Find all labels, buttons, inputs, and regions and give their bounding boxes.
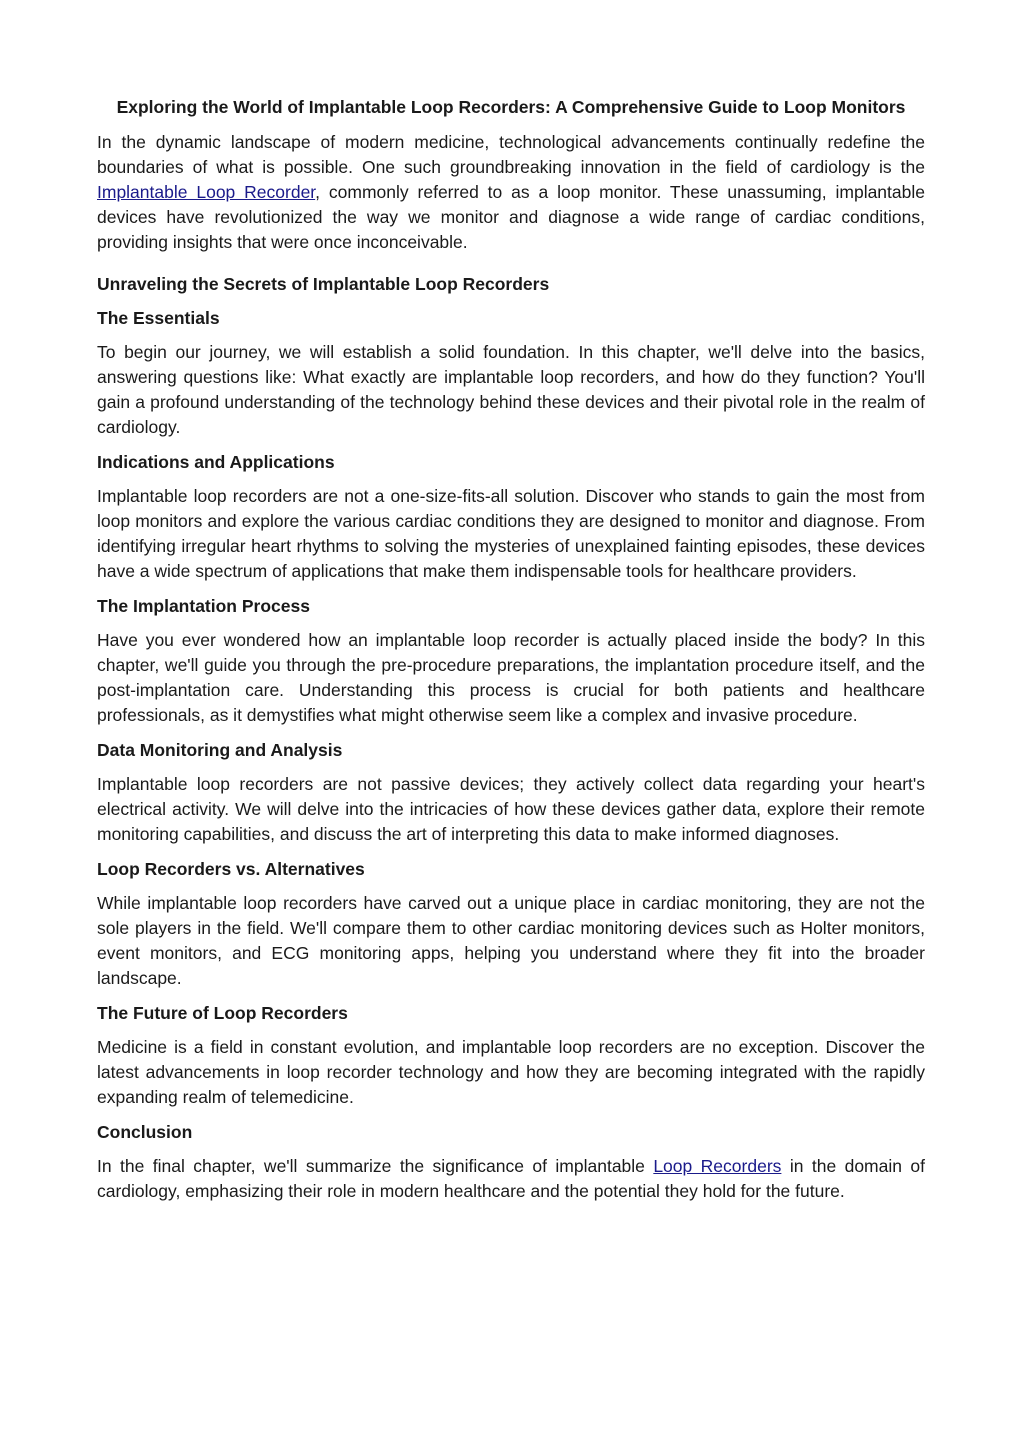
- main-heading: Unraveling the Secrets of Implantable Loop Recorders: [97, 274, 550, 294]
- intro-text-after-link: , commonly referred to as a loop monitor. These unassuming, implantable devices have revolutionized the way we monitor and diagnose a wide range of cardiac conditions, providing insights that were once inconceivable.: [97, 182, 925, 252]
- section-body-implantation: Have you ever wondered how an implantable loop recorder is actually placed inside the body? In this chapter, we'll guide you through the pre-procedure preparations, the implantation procedure itself, and the post-implantation care. Understanding this process is crucial for both patients and healthcare professionals, as it demystifies what might otherwise seem like a complex and invasive procedure.: [97, 630, 925, 725]
- loop-recorders-link[interactable]: Loop Recorders: [653, 1156, 782, 1176]
- document-title: Exploring the World of Implantable Loop Recorders: A Comprehensive Guide to Loop Monitors: [116, 97, 906, 117]
- intro-paragraph: [97, 130, 925, 255]
- section-heading-implantation: The Implantation Process: [97, 596, 310, 616]
- section-body-essentials: To begin our journey, we will establish a solid foundation. In this chapter, we'll delve into the basics, answering questions like: What exactly are implantable loop recorders, and how do they function? You'll gain a profound understanding of the technology behind these devices and their pivotal role in the realm of cardiology.: [97, 342, 925, 437]
- conclusion-text-before-link: In the final chapter, we'll summarize the significance of implantable: [97, 1156, 654, 1176]
- section-heading-alternatives: Loop Recorders vs. Alternatives: [97, 859, 365, 879]
- section-heading-future: The Future of Loop Recorders: [97, 1003, 348, 1023]
- section-heading-conclusion: Conclusion: [97, 1122, 193, 1142]
- section-body-future: Medicine is a field in constant evolution, and implantable loop recorders are no exception. Discover the latest advancements in loop recorder technology and how they are becoming integrated with the rapidly expanding realm of telemedicine.: [97, 1037, 925, 1107]
- section-heading-indications: Indications and Applications: [97, 452, 335, 472]
- conclusion-text-after-link: in the domain of cardiology, emphasizing their role in modern healthcare and the potential they hold for the future.: [97, 1156, 925, 1201]
- implantable-loop-recorder-link[interactable]: Implantable Loop Recorder: [97, 182, 316, 202]
- section-heading-essentials: The Essentials: [97, 308, 220, 328]
- intro-text-before-link: In the dynamic landscape of modern medicine, technological advancements continually redefine the boundaries of what is possible. One such groundbreaking innovation in the field of cardiology is the: [97, 132, 925, 177]
- conclusion-paragraph: [97, 1154, 925, 1204]
- section-body-alternatives: While implantable loop recorders have carved out a unique place in cardiac monitoring, they are not the sole players in the field. We'll compare them to other cardiac monitoring devices such as Holter monitors, event monitors, and ECG monitoring apps, helping you understand where they fit into the broader landscape.: [97, 893, 925, 988]
- section-body-indications: Implantable loop recorders are not a one-size-fits-all solution. Discover who stands to gain the most from loop monitors and explore the various cardiac conditions they are designed to monitor and diagnose. From identifying irregular heart rhythms to solving the mysteries of unexplained fainting episodes, these devices have a wide spectrum of applications that make them indispensable tools for healthcare providers.: [97, 486, 925, 581]
- section-heading-data-monitoring: Data Monitoring and Analysis: [97, 740, 343, 760]
- section-body-data-monitoring: Implantable loop recorders are not passive devices; they actively collect data regarding your heart's electrical activity. We will delve into the intricacies of how these devices gather data, explore their remote monitoring capabilities, and discuss the art of interpreting this data to make informed diagnoses.: [97, 774, 925, 844]
